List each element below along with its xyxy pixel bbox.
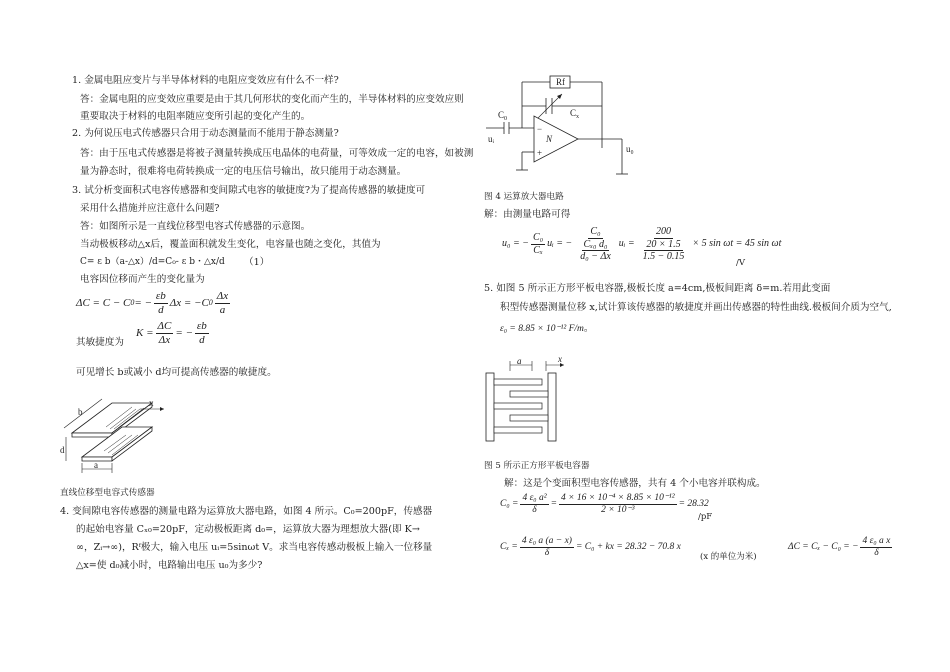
c0-frac1-den: δ xyxy=(532,504,537,515)
q5-line2: 积型传感器测量位移 x,试计算该传感器的敏捷度并画出传感器的特性曲线.极板间介质为空气, xyxy=(500,302,892,313)
ui-label: uᵢ xyxy=(488,134,494,144)
eq2-frac2-num: Δx xyxy=(216,290,229,302)
eq2-frac1-num: εb xyxy=(155,290,166,302)
q3-question-line1: 3. 试分析变面积式电容传感器和变间隙式电容的敏捷度?为了提高传感器的敏捷度可 xyxy=(72,185,426,196)
fig4-caption: 图 4 运算放大器电路 xyxy=(484,192,564,202)
c0-unit: /pF xyxy=(698,512,713,522)
sol4-frac3-num: 200 xyxy=(655,226,671,237)
c0-value: = 28.32 xyxy=(678,498,709,509)
fig-label-d: d xyxy=(60,445,65,455)
opamp-circuit-figure xyxy=(482,70,642,182)
q3-eq1: C= ε b（a-△x）/d=C₀- ε b・△x/d xyxy=(80,257,225,267)
q5-cx-equation xyxy=(500,536,681,559)
sol4-frac3 xyxy=(637,226,691,263)
dc-lhs: ΔC = Cₓ − C₀ = − xyxy=(788,541,859,552)
rf-label: Rf xyxy=(556,77,565,87)
eq2-mid2: Δx = −C xyxy=(169,296,209,309)
opamp-plus: + xyxy=(537,148,543,158)
eq2-sub: 0 xyxy=(130,298,135,308)
sol4-u0: u₀ = − xyxy=(502,238,529,250)
q3-conclusion: 可见增长 b或减小 d均可提高传感器的敏捷度。 xyxy=(76,367,277,378)
eq2-sub2: 0 xyxy=(208,298,213,308)
c0-lhs: C₀ = xyxy=(500,498,519,509)
fig5-label-a: a xyxy=(517,356,522,366)
eq2-frac2-den: a xyxy=(219,303,226,316)
q1-answer-line2: 重要取决于材料的电阻率随应变所引起的变化产生的。 xyxy=(80,111,311,122)
eq3-mid: = − xyxy=(175,326,193,339)
eq3-frac2-num: εb xyxy=(196,320,207,332)
q3-eq1-number: （1） xyxy=(244,257,270,268)
q1-question: 1. 金属电阻应变片与半导体材料的电阻应变效应有什么不一样? xyxy=(72,75,339,86)
opamp-n-label: N xyxy=(546,134,553,144)
q2-answer-line2: 量为静态时，很难将电荷转换成一定的电压信号输出，故只能用于动态测量。 xyxy=(80,166,407,177)
q3-answer-line1: 答：如图所示是一直线位移型电容式传感器的示意图。 xyxy=(80,221,311,232)
sol4-frac2-num: C₀ xyxy=(590,226,601,237)
q4-line4: △x=使 d₀减小时，电路输出电压 u₀为多少? xyxy=(76,560,263,571)
sol4-frac1-num: C₀ xyxy=(532,232,544,244)
cx-frac xyxy=(520,536,574,559)
q3-eq3 xyxy=(136,320,211,346)
cx-label: $C_x$ xyxy=(570,108,580,120)
cx-unit-note: (x 的单位为米) xyxy=(700,552,757,562)
cx-frac-den: δ xyxy=(544,547,550,558)
sol4-frac3-den-den: 1.5 − 0.15 xyxy=(642,251,685,262)
c0-eq: = xyxy=(550,498,558,509)
eq3-lhs: K = xyxy=(136,326,154,339)
fig-label-a: a xyxy=(94,460,98,470)
eq3-frac2 xyxy=(195,320,209,346)
c0-frac2 xyxy=(559,493,677,516)
sol4-frac2-den xyxy=(574,239,617,263)
q1-answer-line1: 答：金属电阻的应变效应重要是由于其几何形状的变化而产生的，半导体材料的应变效应则 xyxy=(80,94,464,105)
opamp-minus: − xyxy=(537,124,543,134)
square-plate-capacitor-figure xyxy=(482,355,592,450)
cx-frac-num: 4 ε₀ a (a − x) xyxy=(521,536,572,546)
uo-label: u₀ xyxy=(626,144,634,154)
sol4-unit: /V xyxy=(736,258,746,268)
sol4-tail: × 5 sin ωt = 45 sin ωt xyxy=(692,238,782,250)
c0-frac1 xyxy=(520,493,548,516)
eq2-frac1-den: d xyxy=(158,303,164,316)
q3-eq2 xyxy=(76,290,232,316)
fig-label-b: b xyxy=(78,407,83,417)
c0-frac2-den: 2 × 10⁻³ xyxy=(601,504,635,515)
eq3-frac1 xyxy=(156,320,174,346)
q3-answer-line3: 电容因位移而产生的变化量为 xyxy=(80,274,205,285)
c0-label: $C_0$ xyxy=(498,110,508,122)
q3-answer-line2: 当动极板移动△x后，覆盖面积就发生变化，电容量也随之变化，其值为 xyxy=(80,239,381,250)
sol4-frac2-den-num: Cₓ₀ d₀ xyxy=(583,238,608,250)
cx-lhs: Cₓ = xyxy=(500,541,518,552)
eq2-frac1 xyxy=(154,290,168,316)
sol4-frac2 xyxy=(574,226,617,263)
sol4-frac1 xyxy=(531,232,545,256)
sol4-frac2-den-den: d₀ − Δx xyxy=(580,251,611,262)
eq2-frac2 xyxy=(215,290,230,316)
sol4-intro: 解：由测量电路可得 xyxy=(484,209,571,220)
linear-capacitor-figure xyxy=(60,395,170,480)
q4-line1: 4. 变间隙电容传感器的测量电路为运算放大器电路，如图 4 所示。C₀=200pF，传感器 xyxy=(60,506,433,517)
sol4-frac3-den-num: 20 × 1.5 xyxy=(646,238,681,250)
q5-epsilon: ε₀ = 8.85 × 10⁻¹² F/m。 xyxy=(500,324,594,334)
eq3-frac1-num: ΔC xyxy=(157,320,172,332)
sol4-frac1-den: Cₓ xyxy=(533,244,543,256)
fig5-label-x: x xyxy=(558,354,562,364)
eq2-lhs: ΔC = C − C xyxy=(76,296,131,309)
eq3-frac2-den: d xyxy=(199,333,205,346)
q3-question-line2: 采用什么措施并应注意什么问题? xyxy=(80,203,220,214)
q4-line3: ∞，Zᵢ→∞)，Rᶠ极大，输入电压 uᵢ=5sinωt V。求当电容传感动极板上输入一位移量 xyxy=(76,542,433,553)
q5-c0-equation xyxy=(500,493,709,516)
eq3-frac1-den: Δx xyxy=(158,333,171,346)
dc-frac xyxy=(860,536,892,559)
dc-frac-den: δ xyxy=(874,547,879,558)
q3-sensitivity-label: 其敏捷度为 xyxy=(76,337,124,348)
sol4-mid1: uᵢ = − xyxy=(547,238,573,250)
linear-capacitor-caption: 直线位移型电容式传感器 xyxy=(60,488,155,498)
fig-label-x: x xyxy=(149,398,154,408)
sol4-frac3-den xyxy=(637,239,691,263)
q2-answer-line1: 答：由于压电式传感器是将被子测量转换成压电晶体的电荷量，可等效成一定的电容，如被测 xyxy=(80,148,474,159)
eq2-mid: = − xyxy=(134,296,152,309)
cx-tail: = C₀ + kx = 28.32 − 70.8 x xyxy=(575,541,681,552)
dc-frac-num: 4 ε₀ a x xyxy=(862,536,891,546)
q5-solution-intro: 解：这是个变面积型电容传感器，共有 4 个小电容并联构成。 xyxy=(504,478,766,489)
q4-line2: 的起始电容量 Cₓ₀=20pF，定动极板距离 d₀=，运算放大器为理想放大器(即 K→ xyxy=(76,524,420,535)
c0-frac2-num: 4 × 16 × 10⁻⁴ × 8.85 × 10⁻¹² xyxy=(561,493,675,503)
q2-question: 2. 为何说压电式传感器只合用于动态测量而不能用于静态测量? xyxy=(72,128,339,139)
q5-dc-equation xyxy=(788,536,894,559)
q5-line1: 5. 如图 5 所示正方形平板电容器,极板长度 a=4cm,极板间距离 δ=m.若用此变面 xyxy=(484,283,831,294)
c0-frac1-num: 4 ε₀ a² xyxy=(522,493,547,503)
sol4-mid2: uᵢ = xyxy=(618,238,635,250)
fig5-caption: 图 5 所示正方形平板电容器 xyxy=(484,461,590,471)
